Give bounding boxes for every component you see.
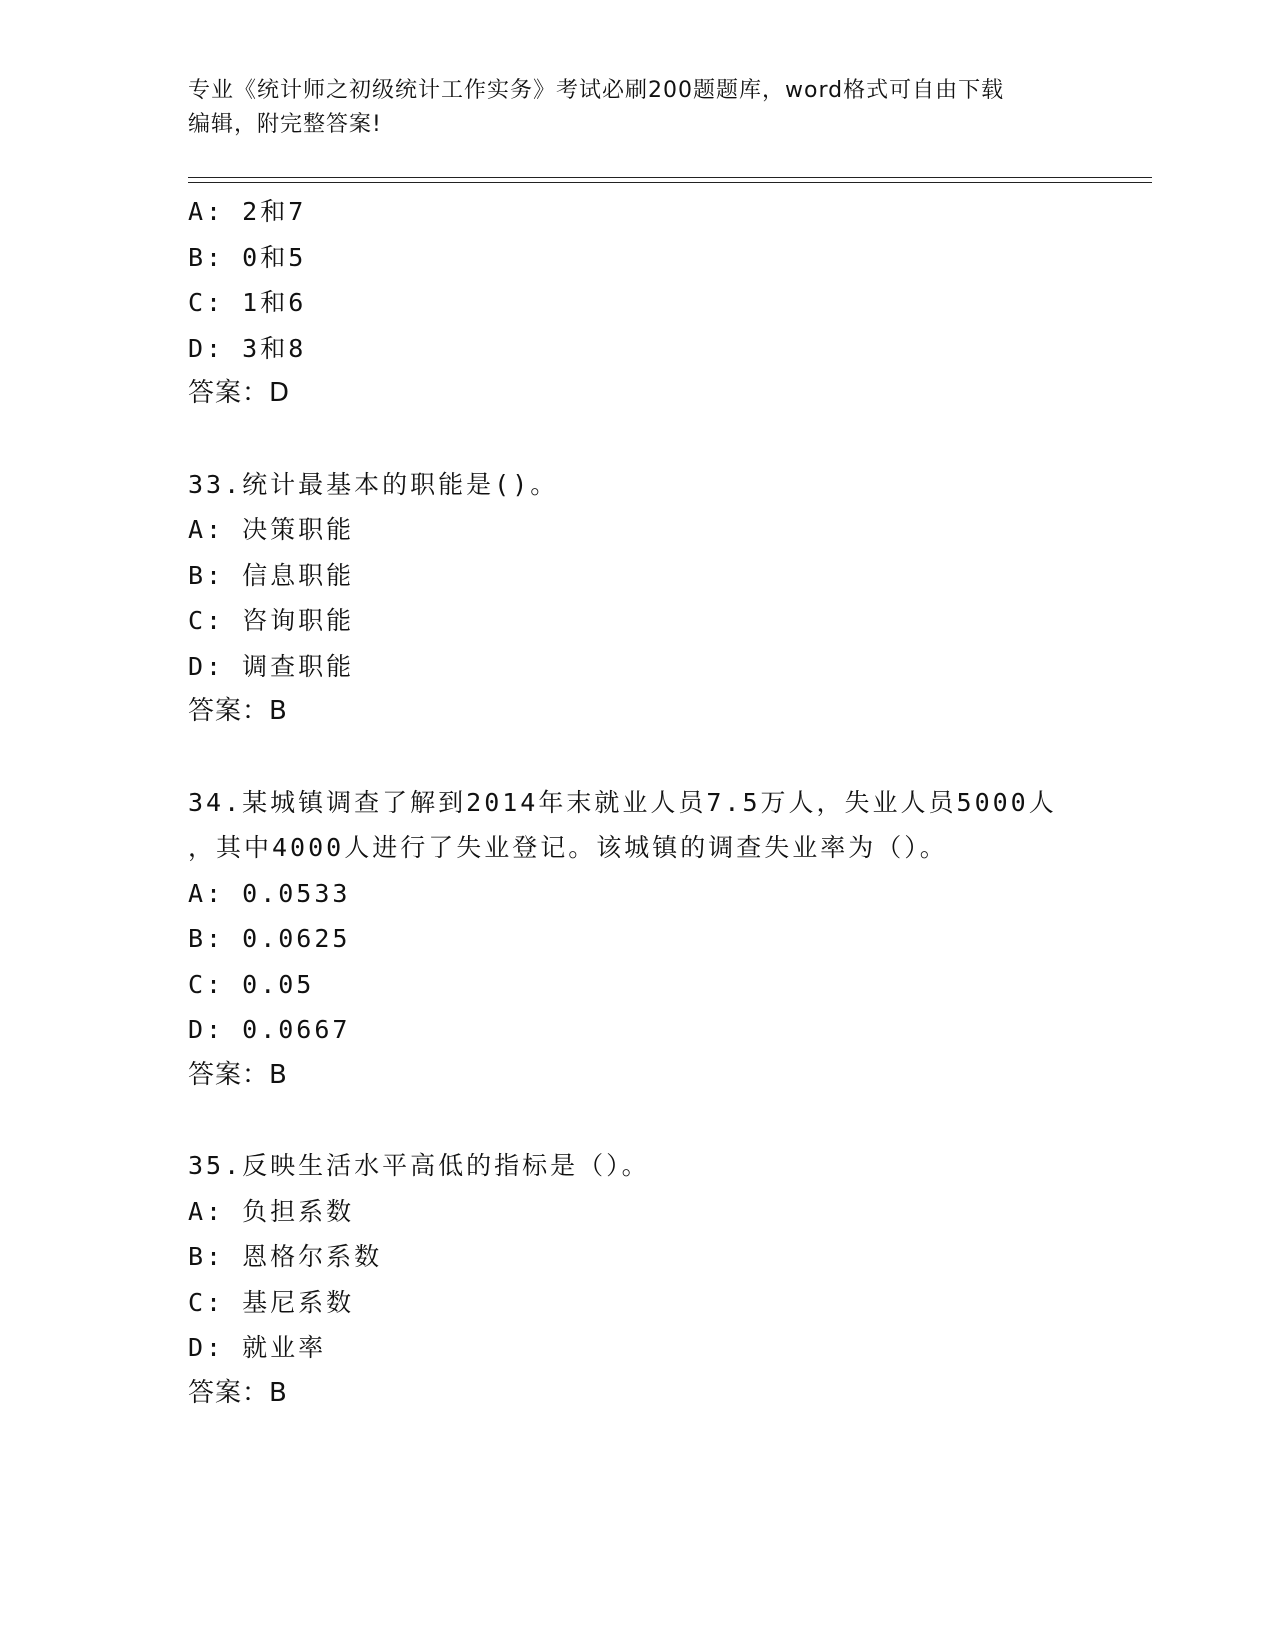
option-b: B: 信息职能 (188, 560, 355, 590)
header-divider-bottom (188, 182, 1152, 183)
question-stem-line-2: ，其中4000人进行了失业登记。该城镇的调查失业率为（）。 (188, 833, 948, 862)
option-d: D: 就业率 (188, 1333, 327, 1362)
option-a: A: 决策职能 (188, 515, 355, 544)
option-d: D: 调查职能 (188, 651, 355, 681)
header-divider-top (188, 177, 1152, 178)
question-33 (188, 462, 1152, 735)
answer-line: 答案：B (188, 1059, 288, 1090)
option-d: D: 3和8 (188, 333, 307, 363)
spacer (188, 417, 1152, 462)
option-c: C: 基尼系数 (188, 1287, 355, 1317)
question-stem-line-1: 34.某城镇调查了解到2014年末就业人员7.5万人，失业人员5000人 (188, 787, 1057, 817)
header-line-1: 专业《统计师之初级统计工作实务》考试必刷200题题库，word格式可自由下载 (188, 78, 1005, 103)
answer-line: 答案：D (188, 378, 291, 408)
option-c: C: 0.05 (188, 969, 315, 999)
header-line-2: 编辑，附完整答案! (188, 112, 382, 137)
question-35 (188, 1143, 1152, 1416)
option-c: C: 咨询职能 (188, 606, 355, 635)
option-b: B: 0和5 (188, 242, 307, 272)
question-32 (188, 189, 1152, 417)
option-a: A: 负担系数 (188, 1196, 355, 1226)
option-b: B: 恩格尔系数 (188, 1242, 383, 1271)
option-c: C: 1和6 (188, 288, 307, 317)
answer-line: 答案：B (188, 1377, 288, 1408)
option-d: D: 0.0667 (188, 1015, 351, 1044)
answer-line: 答案：B (188, 696, 288, 726)
spacer (188, 1098, 1152, 1143)
question-list (188, 189, 1152, 1416)
option-b: B: 0.0625 (188, 924, 351, 953)
question-stem: 35.反映生活水平高低的指标是（）。 (188, 1151, 650, 1180)
spacer (188, 735, 1152, 780)
option-a: A: 2和7 (188, 197, 307, 226)
option-a: A: 0.0533 (188, 878, 351, 908)
question-stem: 33.统计最基本的职能是()。 (188, 469, 559, 499)
question-34 (188, 780, 1152, 1099)
document-header (188, 74, 1068, 142)
